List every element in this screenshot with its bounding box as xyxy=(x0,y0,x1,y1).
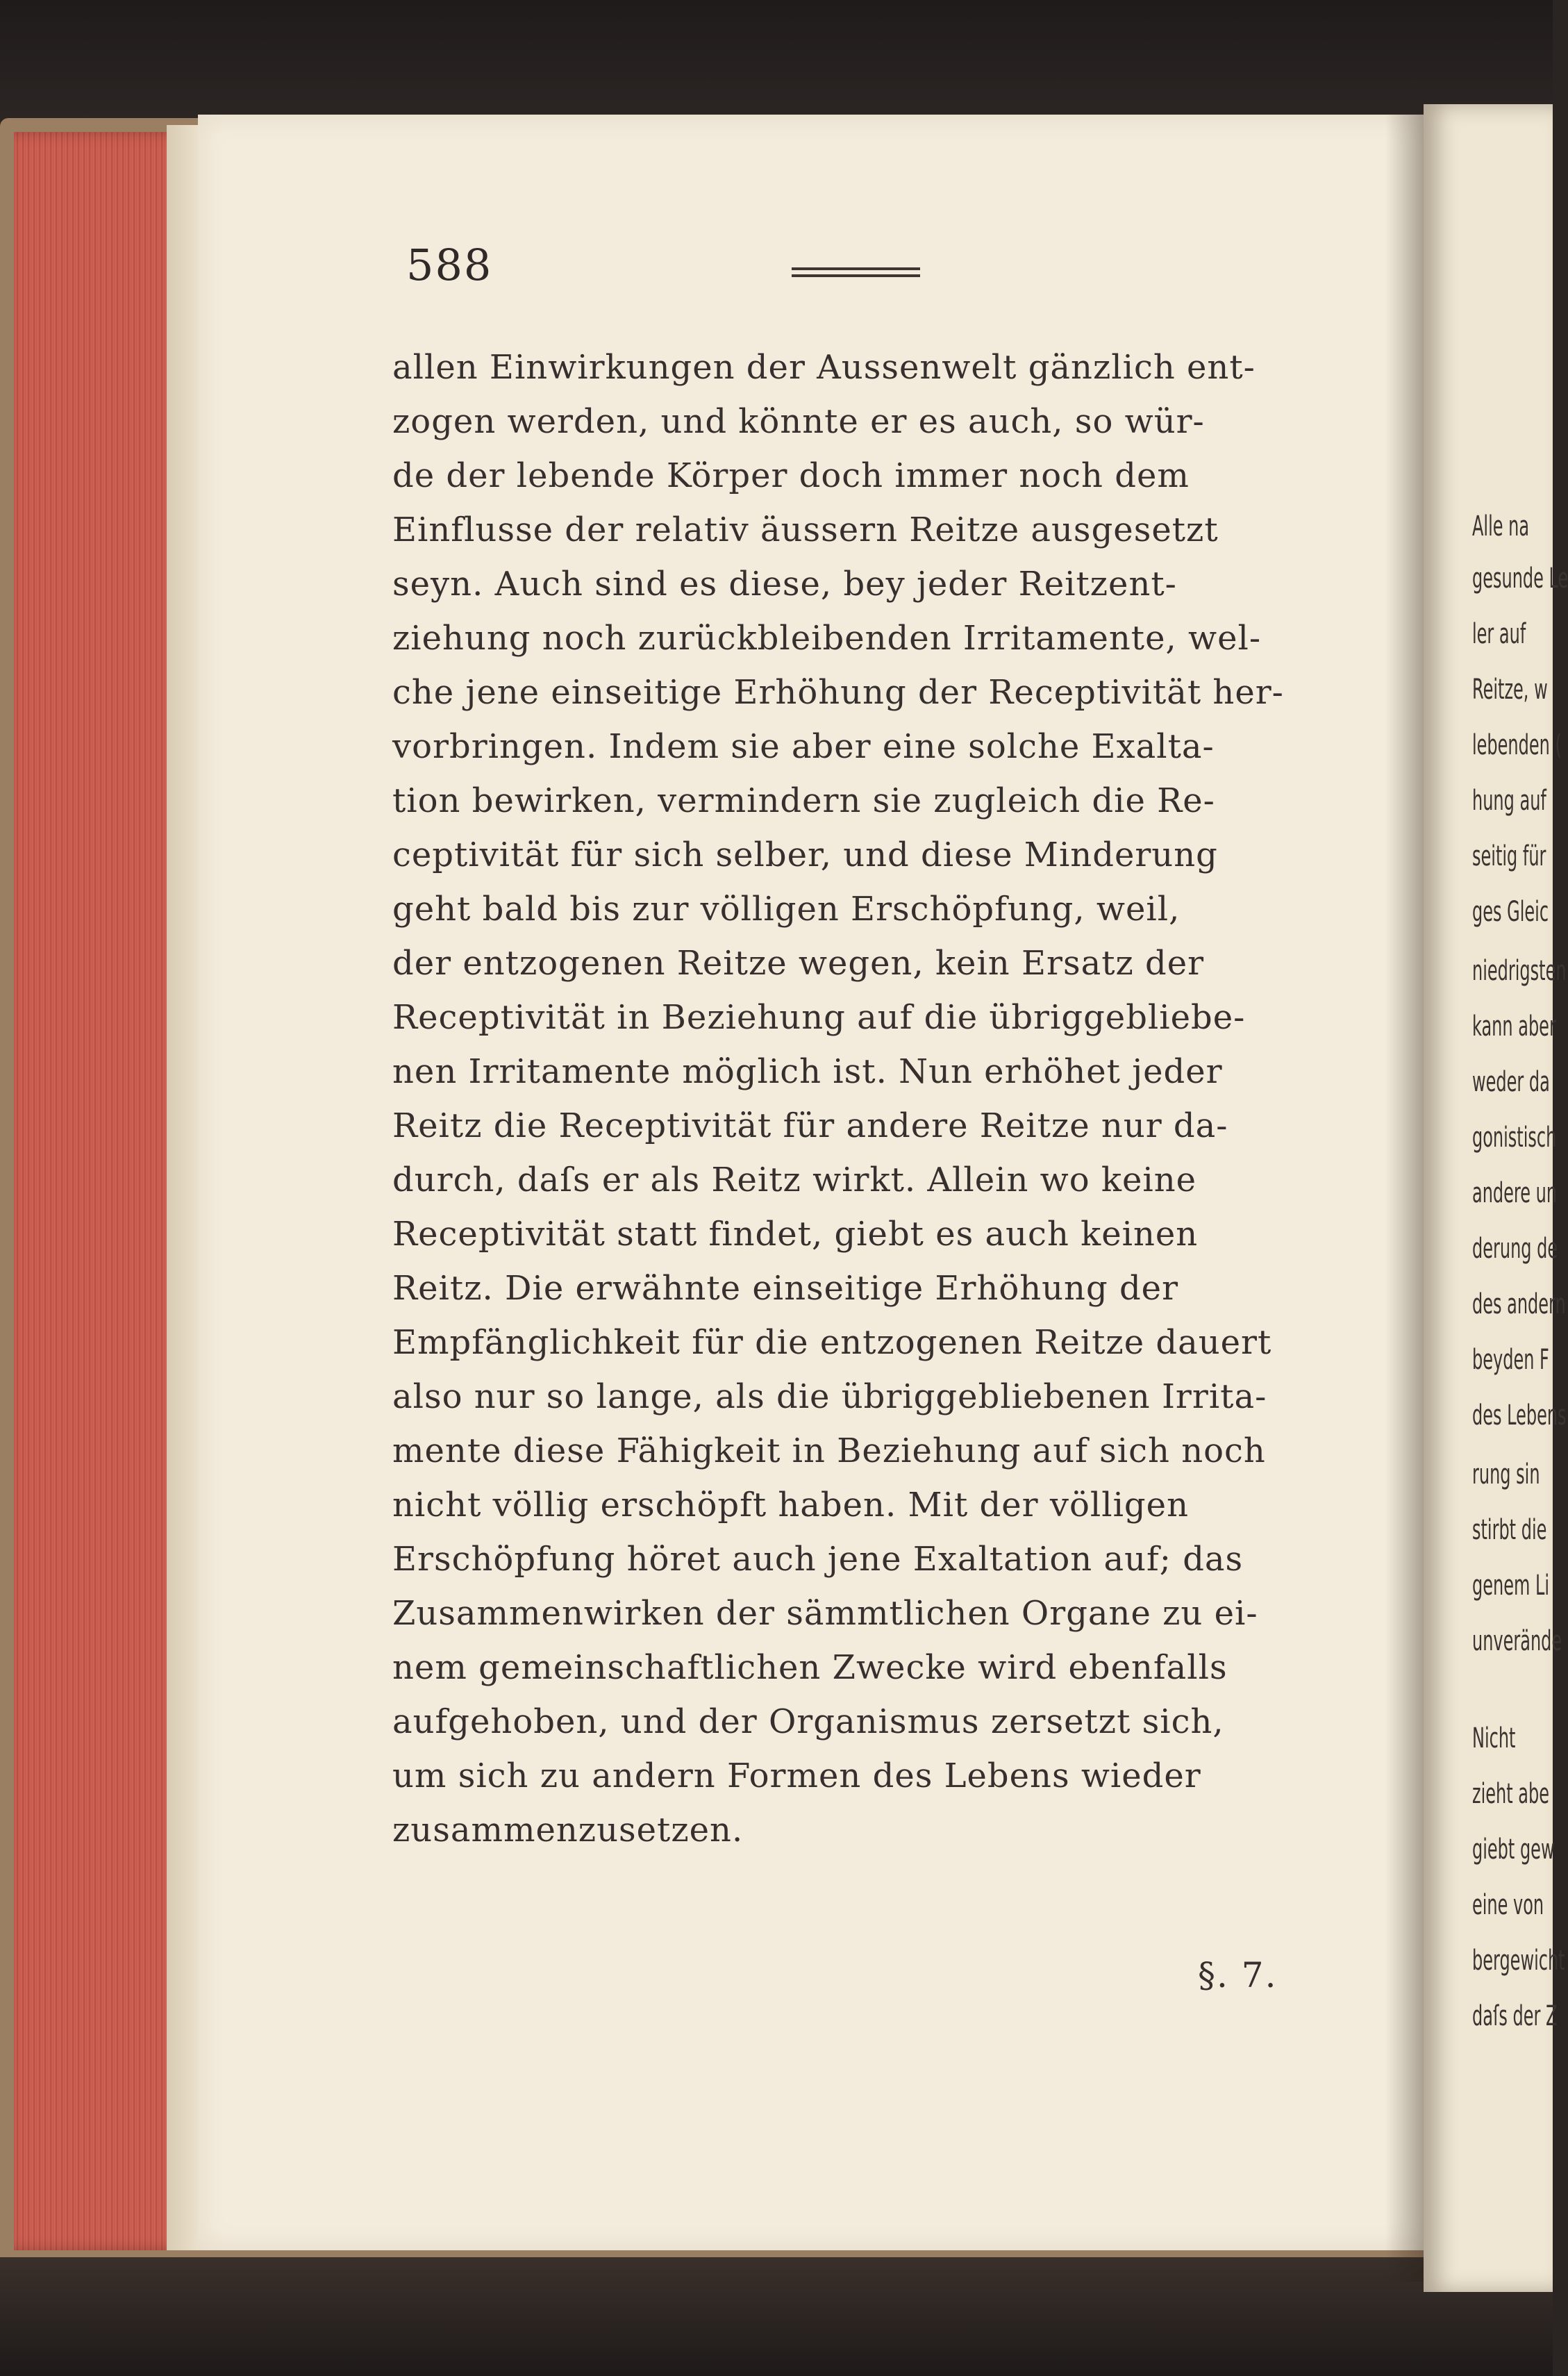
header-rule xyxy=(792,267,920,277)
text-line: nicht völlig erschöpft haben. Mit der völligen xyxy=(392,1486,1189,1525)
right-page-line: eine von xyxy=(1472,1889,1544,1921)
right-page-line: ler auf xyxy=(1472,618,1526,650)
text-line: Empfänglichkeit für die entzogenen Reitze dauert xyxy=(392,1323,1272,1362)
text-line: nem gemeinschaftlichen Zwecke wird ebenfalls xyxy=(392,1648,1228,1687)
text-line: Einflusse der relativ äussern Reitze ausgesetzt xyxy=(392,510,1219,549)
background-bottom xyxy=(0,2257,1553,2376)
text-line: aufgehoben, und der Organismus zersetzt sich, xyxy=(392,1702,1224,1741)
right-page-line: Nicht xyxy=(1472,1722,1516,1754)
text-line: che jene einseitige Erhöhung der Receptivität her- xyxy=(392,673,1284,712)
right-page-line: ges Gleic xyxy=(1472,896,1549,928)
right-page-line: kann aber xyxy=(1472,1011,1556,1042)
right-page-line: gesunde Le xyxy=(1472,563,1568,595)
right-page-line: beyden F xyxy=(1472,1344,1549,1376)
right-page-line: lebenden ( xyxy=(1472,729,1562,761)
text-line: Erschöpfung höret auch jene Exaltation auf; das xyxy=(392,1540,1244,1579)
text-line: geht bald bis zur völligen Erschöpfung, weil, xyxy=(392,890,1181,929)
text-line: nen Irritamente möglich ist. Nun erhöhet jeder xyxy=(392,1052,1223,1091)
right-page-line: genem Li xyxy=(1472,1570,1550,1602)
right-page-line: gonistisch xyxy=(1472,1122,1557,1154)
text-line: Receptivität statt findet, giebt es auch keinen xyxy=(392,1215,1199,1254)
right-page-line: hung auf xyxy=(1472,785,1546,817)
right-page-line: unverände xyxy=(1472,1625,1562,1657)
right-page-line: des Lebens xyxy=(1472,1399,1567,1431)
text-line: Zusammenwirken der sämmtlichen Organe zu ei- xyxy=(392,1594,1258,1633)
text-line: der entzogenen Reitze wegen, kein Ersatz der xyxy=(392,944,1205,983)
text-line: ziehung noch zurückbleibenden Irritamente, wel- xyxy=(392,619,1262,658)
right-page-line: seitig für xyxy=(1472,840,1546,872)
text-line: durch, daſs er als Reitz wirkt. Allein wo keine xyxy=(392,1161,1197,1199)
right-page-line: andere un xyxy=(1472,1177,1558,1209)
text-line: ceptivität für sich selber, und diese Minderung xyxy=(392,836,1218,874)
right-page-line: giebt gew xyxy=(1472,1834,1555,1866)
right-page-line: weder da xyxy=(1472,1066,1550,1098)
text-line: also nur so lange, als die übriggebliebenen Irrita- xyxy=(392,1377,1267,1416)
right-page-line: daſs der Z xyxy=(1472,2000,1558,2032)
text-line: de der lebende Körper doch immer noch dem xyxy=(392,456,1190,495)
right-page-line: des andern xyxy=(1472,1288,1566,1320)
right-page-line: rung sin xyxy=(1472,1459,1540,1490)
right-page-line: zieht abe xyxy=(1472,1778,1549,1810)
right-page-line: stirbt die xyxy=(1472,1514,1547,1546)
text-line: mente diese Fähigkeit in Beziehung auf sich noch xyxy=(392,1431,1266,1470)
right-page-line: Alle na xyxy=(1472,510,1530,542)
text-line: vorbringen. Indem sie aber eine solche Exalta- xyxy=(392,727,1215,766)
page-number: 588 xyxy=(406,240,493,290)
text-line: tion bewirken, vermindern sie zugleich die Re- xyxy=(392,781,1215,820)
right-page-line: niedrigsten xyxy=(1472,955,1567,987)
right-page-line: derung de xyxy=(1472,1233,1558,1265)
text-line: Receptivität in Beziehung auf die übriggebliebe- xyxy=(392,998,1246,1037)
right-page xyxy=(1424,104,1568,2292)
text-line: zogen werden, und könnte er es auch, so wür- xyxy=(392,402,1205,441)
text-line: Reitz die Receptivität für andere Reitze nur da- xyxy=(392,1106,1228,1145)
right-page-line: Reitze, w xyxy=(1472,674,1548,706)
catchword: §. 7. xyxy=(1198,1955,1278,1995)
text-line: um sich zu andern Formen des Lebens wieder xyxy=(392,1756,1201,1795)
right-page-line: bergewicht xyxy=(1472,1945,1565,1977)
text-line: allen Einwirkungen der Aussenwelt gänzlich ent- xyxy=(392,348,1256,387)
text-line: Reitz. Die erwähnte einseitige Erhöhung der xyxy=(392,1269,1179,1308)
text-line: zusammenzusetzen. xyxy=(392,1811,744,1850)
text-line: seyn. Auch sind es diese, bey jeder Reitzent- xyxy=(392,565,1177,604)
